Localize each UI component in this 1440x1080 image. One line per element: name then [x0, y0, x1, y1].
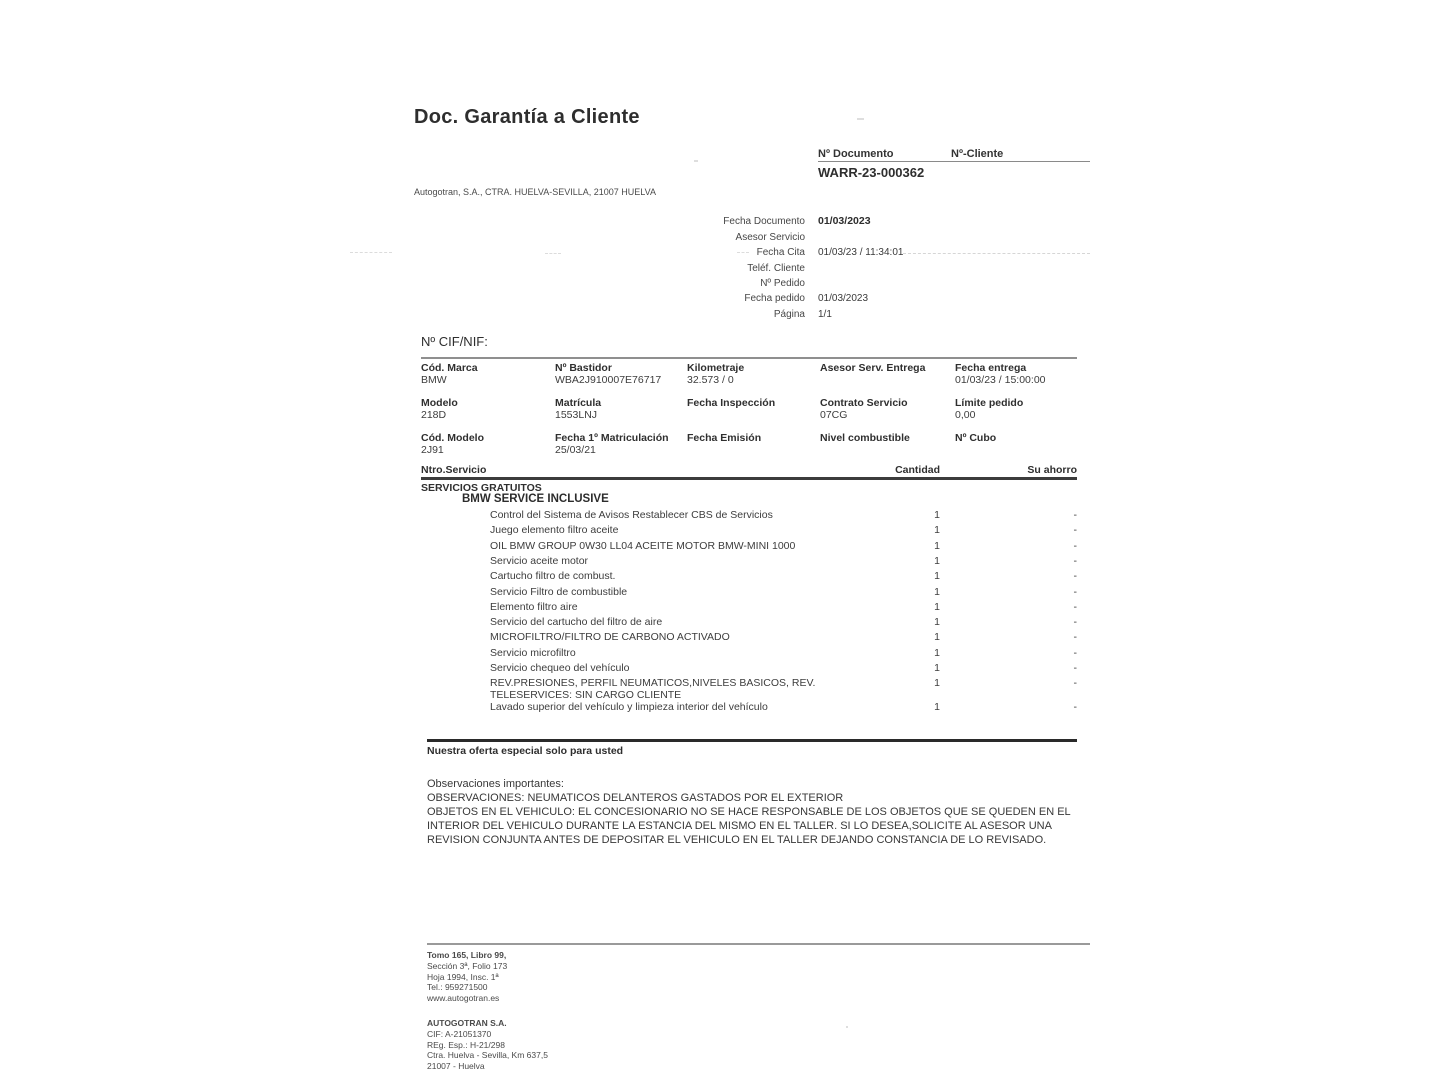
vehicle-cell-value: BMW: [421, 374, 447, 386]
vehicle-cell-label: Nº Cubo: [955, 432, 997, 444]
vehicle-cell-value: 01/03/23 / 15:00:00: [955, 374, 1046, 386]
vehicle-cell-label: Fecha 1º Matriculación: [555, 432, 669, 444]
service-qty: 1: [934, 701, 940, 713]
footer-registry-block: [427, 950, 507, 1004]
service-savings: -: [1073, 631, 1077, 643]
service-name: Servicio chequeo del vehículo: [490, 662, 630, 674]
service-qty: 1: [934, 570, 940, 582]
service-name: Juego elemento filtro aceite: [490, 524, 619, 536]
dealer-address: Autogotran, S.A., CTRA. HUELVA-SEVILLA, 21007 HUELVA: [414, 187, 656, 197]
vehicle-cell-label: Cód. Modelo: [421, 432, 484, 444]
service-qty: 1: [934, 631, 940, 643]
vehicle-cell-label: Asesor Serv. Entrega: [820, 362, 926, 374]
service-qty: 1: [934, 555, 940, 567]
observation-line: INTERIOR DEL VEHICULO DURANTE LA ESTANCIA DEL MISMO EN EL TALLER. SI LO DESEA,SOLICITE AL ASESOR UNA: [427, 820, 1052, 832]
vehicle-cell-value: 1553LNJ: [555, 409, 598, 421]
vehicle-cell-label: Límite pedido: [955, 397, 1024, 409]
service-name: Servicio del cartucho del filtro de aire: [490, 616, 663, 628]
observations-title: Observaciones importantes:: [427, 778, 564, 790]
service-savings: -: [1073, 601, 1077, 613]
service-qty: 1: [934, 540, 940, 552]
service-savings: -: [1073, 586, 1077, 598]
vehicle-cell-value: 07CG: [820, 409, 848, 421]
service-savings: -: [1073, 701, 1077, 713]
footer-company-name: AUTOGOTRAN S.A.: [427, 1018, 507, 1028]
vehicle-cell-label: Kilometraje: [687, 362, 745, 374]
offer-rule: [427, 739, 1077, 742]
footer-company-line: 21007 - Huelva: [427, 1061, 485, 1072]
vehicle-cell-value: 218D: [421, 409, 447, 421]
vehicle-cell-label: Cód. Marca: [421, 362, 478, 374]
doc-number-value: WARR-23-000362: [818, 165, 925, 180]
services-col-name: Ntro.Servicio: [421, 464, 487, 476]
scan-artifact: [846, 1026, 848, 1028]
footer-rule: [427, 943, 1090, 945]
vehicle-cell-label: Contrato Servicio: [820, 397, 908, 409]
meta-label: Fecha Cita: [756, 247, 805, 258]
service-savings: -: [1073, 570, 1077, 582]
services-col-savings: Su ahorro: [1027, 464, 1077, 476]
footer-registry-line: Tomo 165, Libro 99,: [427, 950, 507, 960]
meta-value: 01/03/2023: [818, 293, 869, 304]
service-qty: 1: [934, 509, 940, 521]
vehicle-cell-value: 25/03/21: [555, 444, 596, 456]
service-savings: -: [1073, 555, 1077, 567]
service-qty: 1: [934, 647, 940, 659]
service-name: Control del Sistema de Avisos Restablecer CBS de Servicios: [490, 509, 773, 521]
service-qty: 1: [934, 677, 940, 689]
services-group-bmw-inclusive: BMW SERVICE INCLUSIVE: [462, 493, 609, 505]
meta-value: 01/03/2023: [818, 215, 871, 227]
vehicle-cell-label: Fecha Emisión: [687, 432, 762, 444]
vehicle-cell-label: Fecha entrega: [955, 362, 1027, 374]
footer-registry-line: Sección 3ª, Folio 173: [427, 960, 508, 971]
vehicle-cell-value: 0,00: [955, 409, 976, 421]
scan-artifact: [857, 118, 864, 120]
service-savings: -: [1073, 509, 1077, 521]
scan-artifact: [903, 253, 1090, 254]
service-name: Servicio Filtro de combustible: [490, 586, 628, 598]
service-savings: -: [1073, 524, 1077, 536]
footer-website: www.autogotran.es: [427, 993, 500, 1004]
observation-line: OBSERVACIONES: NEUMATICOS DELANTEROS GASTADOS POR EL EXTERIOR: [427, 792, 844, 804]
footer-registry-line: Hoja 1994, Insc. 1ª: [427, 971, 499, 982]
service-name: Elemento filtro aire: [490, 601, 578, 613]
vehicle-cell-label: Matrícula: [555, 397, 602, 409]
scan-artifact: [350, 252, 392, 253]
service-savings: -: [1073, 540, 1077, 552]
scan-artifact: [545, 253, 561, 254]
service-name: REV.PRESIONES, PERFIL NEUMATICOS,NIVELES BASICOS, REV.: [490, 677, 816, 689]
meta-label: Nº Pedido: [760, 278, 805, 289]
service-qty: 1: [934, 601, 940, 613]
doc-number-label: Nº Documento: [818, 148, 894, 160]
vehicle-cell-label: Nivel combustible: [820, 432, 910, 444]
special-offer-line: Nuestra oferta especial solo para usted: [427, 745, 624, 757]
vehicle-cell-value: 32.573 / 0: [687, 374, 734, 386]
service-name: MICROFILTRO/FILTRO DE CARBONO ACTIVADO: [490, 631, 730, 643]
cif-nif-label: Nº CIF/NIF:: [421, 334, 488, 349]
meta-label: Teléf. Cliente: [747, 263, 805, 274]
vehicle-cell-label: Fecha Inspección: [687, 397, 776, 409]
service-savings: -: [1073, 662, 1077, 674]
doc-ref-underline: [818, 161, 1090, 162]
observation-line: OBJETOS EN EL VEHICULO: EL CONCESIONARIO NO SE HACE RESPONSABLE DE LOS OBJETOS QUE SE QUEDEN EN EL: [427, 806, 1071, 818]
meta-value: 1/1: [818, 309, 832, 320]
service-name: Servicio aceite motor: [490, 555, 589, 567]
service-savings: -: [1073, 677, 1077, 689]
footer-company-line: Ctra. Huelva - Sevilla, Km 637,5: [427, 1050, 548, 1061]
service-qty: 1: [934, 662, 940, 674]
service-savings: -: [1073, 616, 1077, 628]
footer-company-line: REg. Esp.: H-21/298: [427, 1039, 505, 1050]
scan-artifact: [694, 160, 698, 162]
footer-company-line: CIF: A-21051370: [427, 1028, 492, 1039]
services-header-rule: [421, 477, 1077, 480]
vehicle-cell-value: WBA2J910007E76717: [555, 374, 662, 386]
vehicle-table-top-rule: [421, 357, 1077, 359]
vehicle-cell-label: Nº Bastidor: [555, 362, 612, 374]
service-name: Lavado superior del vehículo y limpieza interior del vehículo: [490, 701, 768, 713]
footer-registry-line: Tel.: 959271500: [427, 982, 488, 993]
service-qty: 1: [934, 524, 940, 536]
service-qty: 1: [934, 586, 940, 598]
meta-label: Página: [773, 309, 805, 320]
meta-label: Fecha Documento: [723, 216, 805, 227]
service-name: OIL BMW GROUP 0W30 LL04 ACEITE MOTOR BMW-MINI 1000: [490, 540, 796, 552]
meta-label: Asesor Servicio: [735, 232, 805, 243]
services-group-free: SERVICIOS GRATUITOS: [421, 482, 542, 494]
vehicle-cell-value: 2J91: [421, 444, 444, 456]
services-col-qty: Cantidad: [895, 464, 940, 476]
meta-value: 01/03/23 / 11:34:01: [818, 247, 904, 258]
footer-company-block: [427, 1018, 548, 1072]
client-number-label: Nº-Cliente: [951, 148, 1004, 160]
service-name-line2: TELESERVICES: SIN CARGO CLIENTE: [490, 689, 682, 701]
service-savings: -: [1073, 647, 1077, 659]
observation-line: REVISION CONJUNTA ANTES DE DEPOSITAR EL VEHICULO EN EL TALLER DEJANDO CONSTANCIA DE LO REVISADO.: [427, 834, 1047, 846]
vehicle-cell-label: Modelo: [421, 397, 458, 409]
service-qty: 1: [934, 616, 940, 628]
service-name: Servicio microfiltro: [490, 647, 576, 659]
meta-label: Fecha pedido: [744, 293, 805, 304]
service-name: Cartucho filtro de combust.: [490, 570, 616, 582]
page-title: Doc. Garantía a Cliente: [414, 106, 640, 128]
